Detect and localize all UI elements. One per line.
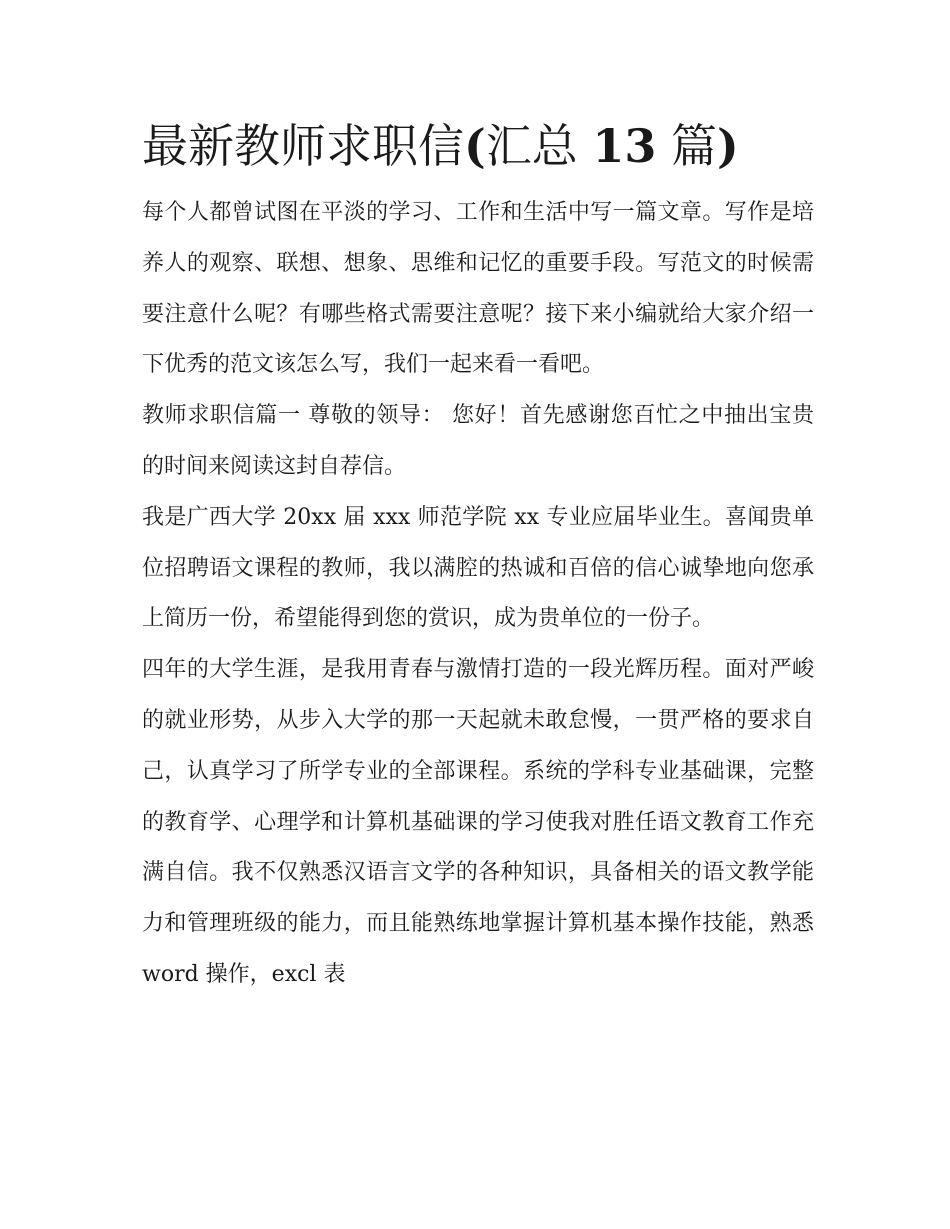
document-title <box>142 112 814 180</box>
paragraph-intro: 每个人都曾试图在平淡的学习、工作和生活中写一篇文章。写作是培养人的观察、联想、想象、思维和记忆的重要手段。写范文的时候需要注意什么呢？有哪些格式需要注意呢？接下来小编就给大家介绍一下优秀的范文该怎么写，我们一起来看一看吧。 <box>142 200 814 378</box>
title-middle: 汇总 <box>485 119 593 173</box>
title-suffix: 篇 <box>656 119 718 173</box>
title-number: 13 <box>592 119 657 173</box>
paragraph-self-intro: 我是广西大学 20xx 届 xxx 师范学院 xx 专业应届毕业生。喜闻贵单位招聘语文课程的教师，我以满腔的热诚和百倍的信心诚挚地向您承上简历一份，希望能得到您的赏识，成为贵单位的一份子。 <box>142 504 814 632</box>
paragraph-university-life: 四年的大学生涯，是我用青春与激情打造的一段光辉历程。面对严峻的就业形势，从步入大学的那一天起就未敢怠慢，一贯严格的要求自己，认真学习了所学专业的全部课程。系统的学科专业基础课，完整的教育学、心理学和计算机基础课的学习使我对胜任语文教育工作充满自信。我不仅熟悉汉语言文学的各种知识，具备相关的语文教学能力和管理班级的能力，而且能熟练地掌握计算机基本操作技能，熟悉 word 操作，excl 表 <box>142 657 814 987</box>
document-page <box>142 112 814 1001</box>
paragraph-greeting: 教师求职信篇一 尊敬的领导： 您好！首先感谢您百忙之中抽出宝贵的时间来阅读这封自荐信。 <box>142 403 814 479</box>
title-paren-close: ) <box>717 119 739 173</box>
title-prefix: 最新教师求职信 <box>142 119 464 173</box>
title-paren-open: ( <box>464 119 486 173</box>
